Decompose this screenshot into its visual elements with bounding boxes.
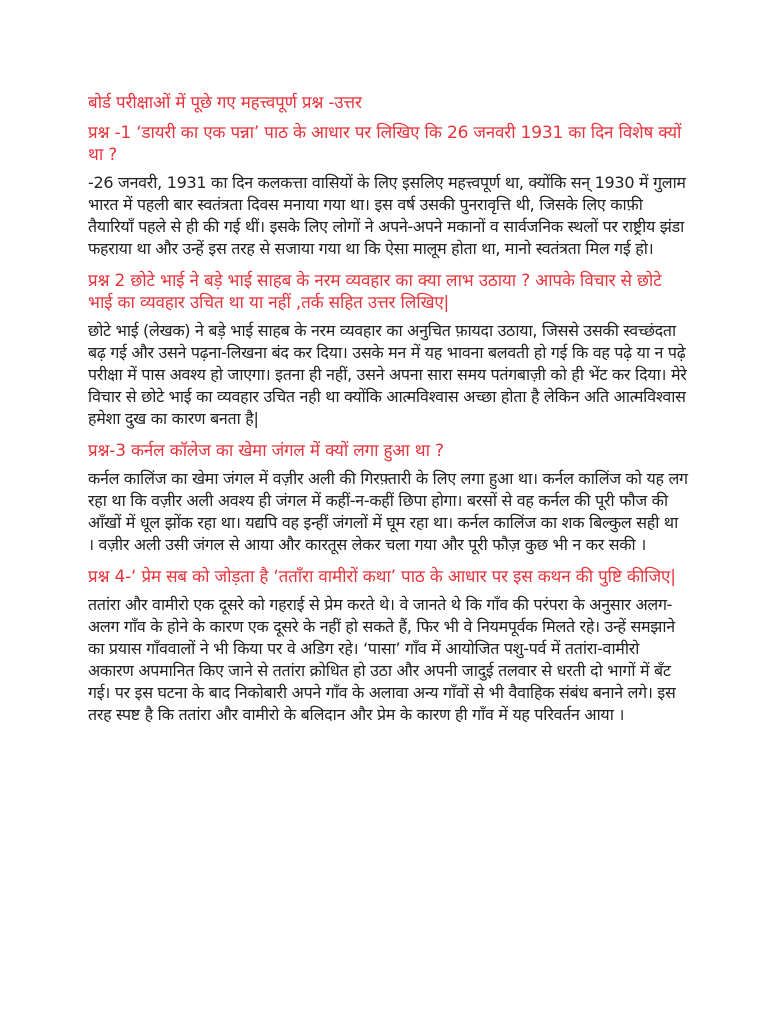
- document-page: [88, 92, 688, 736]
- answer-2: छोटे भाई (लेखक) ने बड़े भाई साहब के नरम व्यवहार का अनुचित फ़ायदा उठाया, जिससे उसकी स्वच्छंदता बढ़ गई और उसने पढ़ना-लिखना बंद कर दिया। उसके मन में यह भावना बलवती हो गई कि वह पढ़े या न पढ़े परीक्षा में पास अवश्य हो जाएगा। इतना ही नहीं, उसने अपना सारा समय पतंगबाज़ी को ही भेंट कर दिया। मेरे विचार से छोटे भाई का व्यवहार उचित नही था क्योंकि आत्मविश्वास अच्छा होता है लेकिन अति आत्मविश्वास हमेशा दुख का कारण बनता है|: [88, 321, 687, 428]
- answer-1: -26 जनवरी, 1931 का दिन कलकत्ता वासियों के लिए इसलिए महत्त्वपूर्ण था, क्योंकि सन् 1930 में गुलाम भारत में पहली बार स्वतंत्रता दिवस मनाया गया था। इस वर्ष उसकी पुनरावृत्ति थी, जिसके लिए काफ़ी तैयारियाँ पहले से ही की गई थीं। इसके लिए लोगों ने अपने-अपने मकानों व सार्वजनिक स्थलों पर राष्ट्रीय झंडा फहराया था और उन्हें इस तरह से सजाया गया था कि ऐसा मालूम होता था, मानो स्वतंत्रता मिल गई हो।: [88, 173, 686, 258]
- question-2: प्रश्न 2 छोटे भाई ने बड़े भाई साहब के नरम व्यवहार का क्या लाभ उठाया ? आपके विचार से छोटे भाई का व्यवहार उचित था या नहीं ,तर्क सहित उत्तर लिखिए|: [88, 271, 662, 313]
- question-4: प्रश्न 4-‘ प्रेम सब को जोड़ता है ‘तताँरा वामीरों कथा’ पाठ के आधार पर इस कथन की पुष्टि कीजिए|: [88, 567, 676, 587]
- question-3: प्रश्न-3 कर्नल कॉलेज का खेमा जंगल में क्यों लगा हुआ था ?: [88, 441, 444, 461]
- document-title: बोर्ड परीक्षाओं में पूछे गए महत्त्वपूर्ण प्रश्न -उत्तर: [88, 93, 362, 113]
- answer-4: ततांरा और वामीरो एक दूसरे को गहराई से प्रेम करते थे। वे जानते थे कि गाँव की परंपरा के अनुसार अलग-अलग गाँव के होने के कारण एक दूसरे के नहीं हो सकते हैं, फिर भी वे नियमपूर्वक मिलते रहे। उन्हें समझाने का प्रयास गाँववालों ने भी किया पर वे अडिग रहे। ‘पासा’ गाँव में आयोजित पशु-पर्व में ततांरा-वामीरो अकारण अपमानित किए जाने से ततांरा क्रोधित हो उठा और अपनी जादुई तलवार से धरती दो भागों में बँट गई। पर इस घटना के बाद निकोबारी अपने गाँव के अलावा अन्य गाँवों से भी वैवाहिक संबंध बनाने लगे। इस तरह स्पष्ट है कि ततांरा और वामीरो के बलिदान और प्रेम के कारण ही गाँव में यह परिवर्तन आया ।: [88, 595, 676, 724]
- answer-3: कर्नल कालिंज का खेमा जंगल में वज़ीर अली की गिरफ़्तारी के लिए लगा हुआ था। कर्नल कालिंज को यह लग रहा था कि वज़ीर अली अवश्य ही जंगल में कहीं-न-कहीं छिपा होगा। बरसों से वह कर्नल की पूरी फौज की आँखों में धूल झोंक रहा था। यद्यपि वह इन्हीं जंगलों में घूम रहा था। कर्नल कालिंज का शक बिल्कुल सही था । वज़ीर अली उसी जंगल से आया और कारतूस लेकर चला गया और पूरी फौज़ कुछ भी न कर सकी ।: [88, 469, 688, 554]
- question-1: प्रश्न -1 ‘डायरी का एक पन्ना’ पाठ के आधार पर लिखिए कि 26 जनवरी 1931 का दिन विशेष क्यों था ?: [88, 123, 682, 165]
